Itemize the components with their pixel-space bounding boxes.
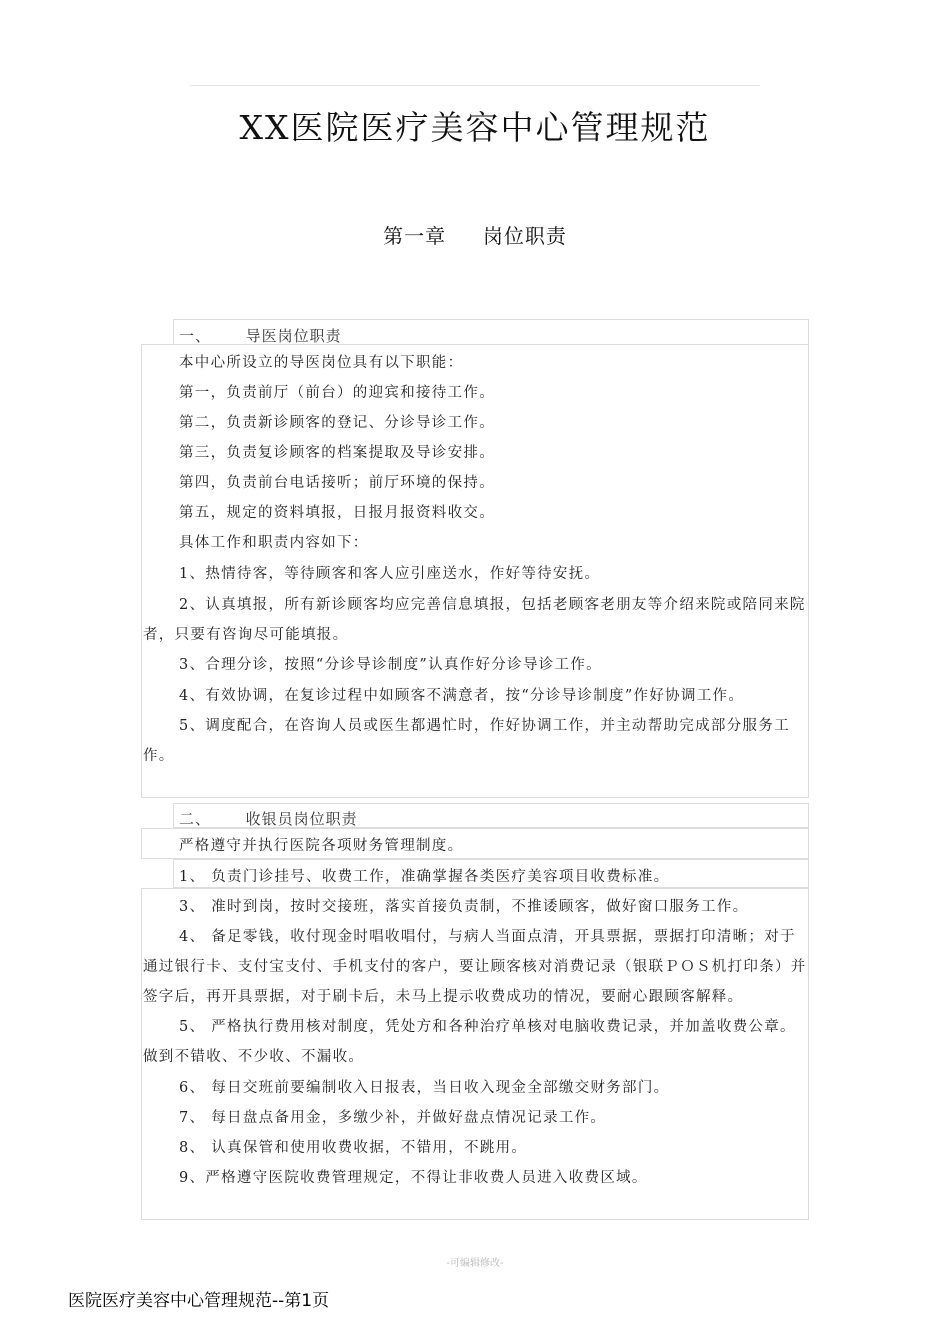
section2-paragraph: 7、 每日盘点备用金，多缴少补，并做好盘点情况记录工作。	[179, 1110, 607, 1126]
document-title: XX医院医疗美容中心管理规范	[239, 108, 711, 147]
section1-paragraph: 1、热情待客，等待顾客和客人应引座送水，作好等待安抚。	[179, 566, 601, 582]
section1-paragraph: 第四，负责前台电话接听；前厅环境的保持。	[179, 475, 495, 491]
section1-paragraph: 具体工作和职责内容如下：	[179, 535, 369, 551]
section1-paragraph: 4、有效协调，在复诊过程中如顾客不满意者，按“分诊导诊制度”作好协调工作。	[179, 688, 745, 704]
section1-paragraph: 第一，负责前厅（前台）的迎宾和接待工作。	[179, 385, 495, 401]
section2-paragraph: 5、 严格执行费用核对制度，凭处方和各种治疗单核对电脑收费记录，并加盖收费公章。做到不错收、不少收、不漏收。	[143, 1019, 796, 1065]
section2-paragraph: 1、 负责门诊挂号、收费工作，准确掌握各类医疗美容项目收费标准。	[179, 869, 670, 885]
section2-paragraph: 严格遵守并执行医院各项财务管理制度。	[179, 838, 464, 854]
section2-paragraph: 6、 每日交班前要编制收入日报表，当日收入现金全部缴交财务部门。	[179, 1080, 670, 1096]
top-rule	[190, 85, 760, 86]
section2-paragraph: 8、 认真保管和使用收费收据，不错用，不跳用。	[179, 1140, 528, 1156]
section2-paragraph: 4、 备足零钱，收付现金时唱收唱付，与病人当面点清，开具票据，票据打印清晰；对于通过银行卡、支付宝支付、手机支付的客户，要让顾客核对消费记录（银联ＰＯＳ机打印条）并签字后，再开具票据，对于刷卡后，未马上提示收费成功的情况，要耐心跟顾客解释。	[143, 929, 807, 1005]
section1-paragraph: 本中心所设立的导医岗位具有以下职能：	[179, 355, 464, 371]
section1-paragraph: 3、合理分诊，按照“分诊导诊制度”认真作好分诊导诊工作。	[179, 657, 602, 673]
section1-paragraph: 第三，负责复诊顾客的档案提取及导诊安排。	[179, 445, 495, 461]
section2-paragraph: 9、严格遵守医院收费管理规定，不得让非收费人员进入收费区域。	[179, 1170, 648, 1186]
section2-paragraph: 3、 准时到岗，按时交接班，落实首接负责制，不推诿顾客，做好窗口服务工作。	[179, 899, 749, 915]
section2-heading: 二、 收银员岗位职责	[179, 810, 358, 828]
section1-heading: 一、 导医岗位职责	[179, 327, 342, 345]
editable-watermark: -可编辑修改-	[446, 1258, 504, 1269]
section1-paragraph: 5、调度配合，在咨询人员或医生都遇忙时，作好协调工作，并主动帮助完成部分服务工作。	[143, 718, 790, 764]
section1-paragraph: 第五，规定的资料填报，日报月报资料收交。	[179, 505, 495, 521]
page-footer: 医院医疗美容中心管理规范--第1页	[68, 1291, 330, 1311]
section1-paragraph: 第二，负责新诊顾客的登记、分诊导诊工作。	[179, 415, 495, 431]
chapter-heading: 第一章 岗位职责	[383, 224, 567, 248]
section1-paragraph: 2、认真填报，所有新诊顾客均应完善信息填报，包括老顾客老朋友等介绍来院或陪同来院者，只要有咨询尽可能填报。	[143, 597, 806, 643]
